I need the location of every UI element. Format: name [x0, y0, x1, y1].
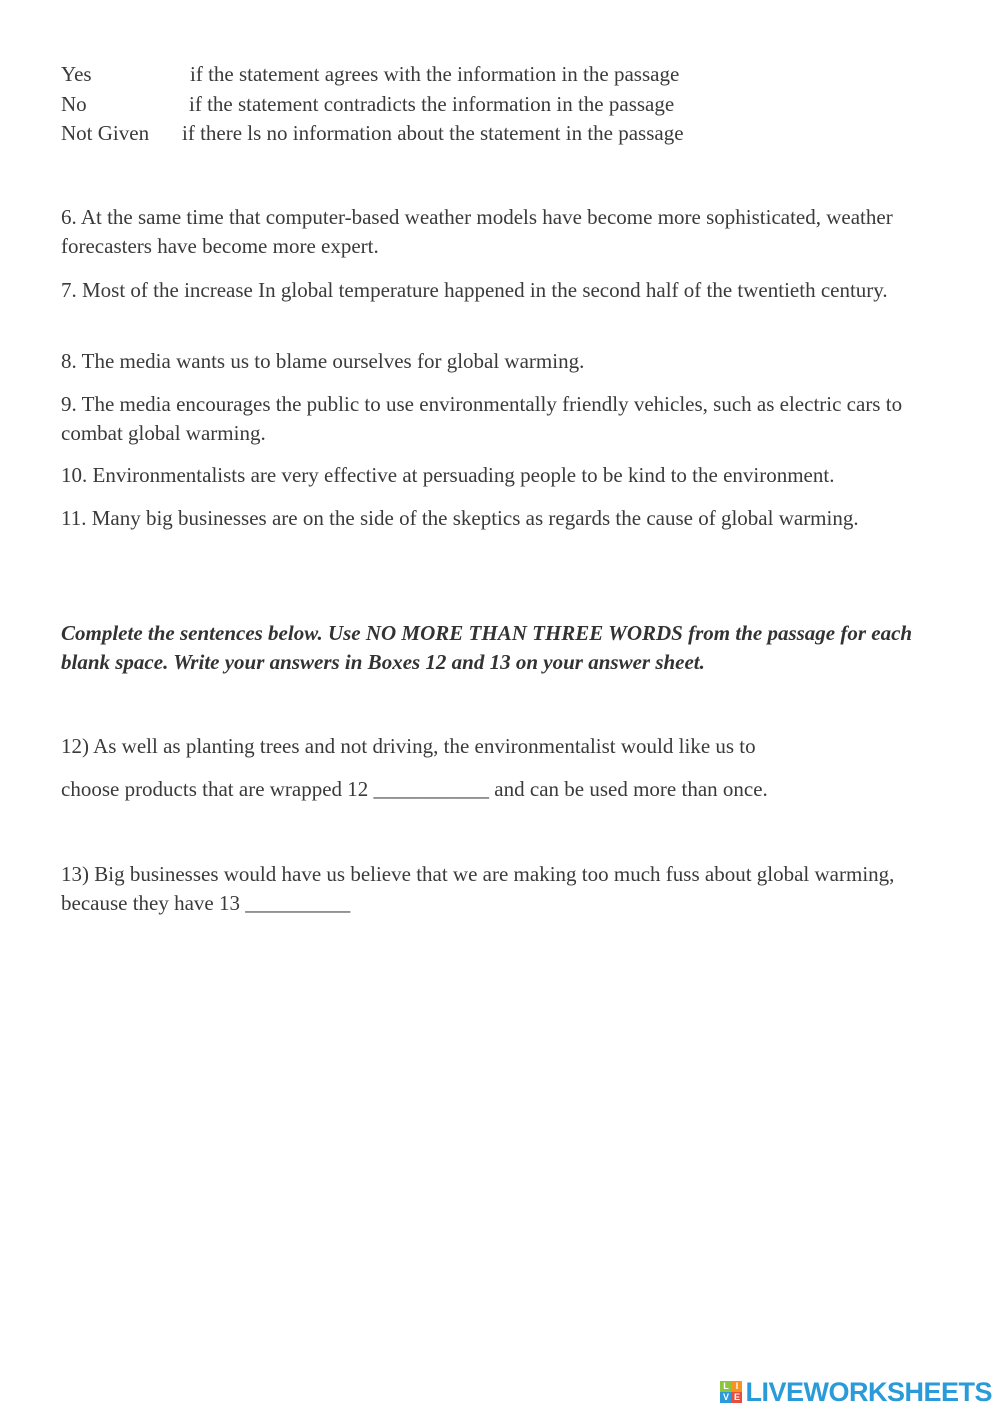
legend-key: Not Given: [61, 121, 150, 145]
question-12-line-1: 12) As well as planting trees and not driving, the environmentalist would like us to: [61, 734, 756, 758]
logo-mark-letter: L: [720, 1381, 731, 1392]
question-12-line-2: choose products that are wrapped 12 ___________ and can be used more than once.: [61, 777, 768, 801]
legend-key: No: [61, 91, 87, 116]
question-11: 11. Many big businesses are on the side of the skeptics as regards the cause of global warming.: [61, 506, 859, 530]
question-7: 7. Most of the increase In global temperature happened in the second half of the twentieth century.: [61, 278, 888, 302]
question-9: 9. The media encourages the public to use environmentally friendly vehicles, such as electric cars to combat global warming.: [61, 392, 903, 445]
legend-description: if there ls no information about the statement in the passage: [182, 121, 684, 145]
question-8: 8. The media wants us to blame ourselves for global warming.: [61, 349, 585, 373]
legend-key: Yes: [61, 62, 92, 86]
legend-description: if the statement contradicts the information in the passage: [189, 91, 675, 116]
question-6: 6. At the same time that computer-based weather models have become more sophisticated, weather forecasters have become more expert.: [61, 205, 893, 258]
liveworksheets-logo: [720, 1377, 992, 1407]
logo-mark-letter: V: [720, 1392, 731, 1403]
question-10: 10. Environmentalists are very effective at persuading people to be kind to the environment.: [61, 463, 835, 487]
logo-text: LIVEWORKSHEETS: [745, 1376, 992, 1407]
logo-mark-letter: E: [731, 1392, 742, 1403]
logo-mark-icon: [720, 1381, 742, 1403]
question-13: 13) Big businesses would have us believe that we are making too much fuss about global warming, because they have 13 __________: [61, 862, 895, 915]
completion-instructions: Complete the sentences below. Use NO MORE THAN THREE WORDS from the passage for each blank space. Write your answers in Boxes 12 and 13 on your answer sheet.: [61, 621, 913, 674]
legend-description: if the statement agrees with the information in the passage: [190, 62, 680, 86]
logo-mark-letter: I: [731, 1381, 742, 1392]
